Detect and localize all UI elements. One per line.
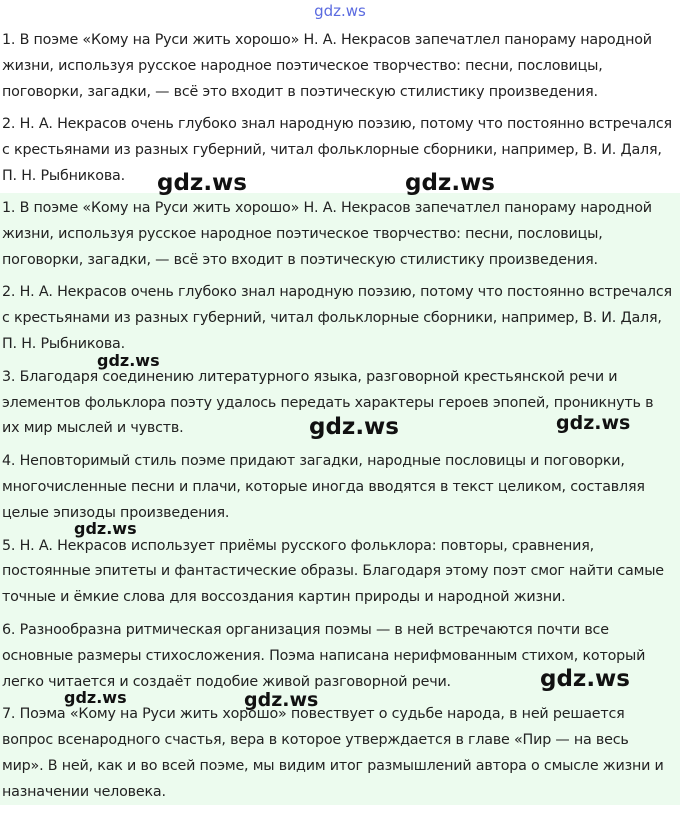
top-paragraph-2: 2. Н. А. Некрасов очень глубоко знал народную поэзию, потому что постоянно встречался с крестьянами из разных губерний, читал фольклорные сборники, например, В. И. Даля, П. Н. Рыбникова. [2, 116, 672, 184]
watermark-text: gdz.ws [97, 351, 160, 370]
watermark-text: gdz.ws [405, 170, 495, 196]
answer-text-section [2, 196, 674, 813]
answer-paragraph-5: 5. Н. А. Некрасов использует приёмы русского фольклора: повторы, сравнения, постоянные эпитеты и фантастические образы. Благодаря этому поэт смог найти самые точные и ёмкие слова для воссоздания картин природы и народной жизни. [2, 537, 664, 606]
answer-paragraph-7: 7. Поэма «Кому на Руси жить хорошо» повествует о судьбе народа, в ней решается вопрос всенародного счастья, вера в которое утверждается в главе «Пир — на весь мир». В ней, как и во всей поэме, мы видим итог размышлений автора о смысле жизни и назначении человека. [2, 706, 664, 800]
answer-paragraph-1: 1. В поэме «Кому на Руси жить хорошо» Н. А. Некрасов запечатлел панораму народной жизни, используя русское народное поэтическое творчество: песни, пословицы, поговорки, загадки, — всё это входит в поэтическую стилистику произведения. [2, 200, 652, 268]
watermark-text: gdz.ws [157, 170, 247, 196]
top-text-section [2, 28, 674, 197]
watermark-text: gdz.ws [540, 666, 630, 692]
answer-paragraph-3: 3. Благодаря соединению литературного языка, разговорной крестьянской речи и элементов фольклора поэту удалось передать характеры героев эпопей, проникнуть в их мир мыслей и чувств. [2, 368, 654, 437]
answer-paragraph-4: 4. Неповторимый стиль поэме придают загадки, народные пословицы и поговорки, многочисленные песни и плачи, которые иногда вводятся в текст целиком, составляя целые эпизоды произведения. [2, 453, 645, 521]
answer-paragraph-6: 6. Разнообразна ритмическая организация поэмы — в ней встречаются почти все основные размеры стихосложения. Поэма написана нерифмованным стихом, который легко читается и создаёт подобие живой разговорной речи. [2, 621, 646, 690]
watermark-text: gdz.ws [556, 412, 631, 434]
watermark-text: gdz.ws [244, 689, 319, 711]
answer-paragraph-2: 2. Н. А. Некрасов очень глубоко знал народную поэзию, потому что постоянно встречался с крестьянами из разных губерний, читал фольклорные сборники, например, В. И. Даля, П. Н. Рыбникова. [2, 284, 672, 352]
top-paragraph-1: 1. В поэме «Кому на Руси жить хорошо» Н. А. Некрасов запечатлел панораму народной жизни, используя русское народное поэтическое творчество: песни, пословицы, поговорки, загадки, — всё это входит в поэтическую стилистику произведения. [2, 32, 652, 100]
top-watermark: gdz.ws [314, 2, 366, 20]
watermark-text: gdz.ws [74, 519, 137, 538]
watermark-text: gdz.ws [64, 688, 127, 707]
watermark-text: gdz.ws [309, 414, 399, 440]
